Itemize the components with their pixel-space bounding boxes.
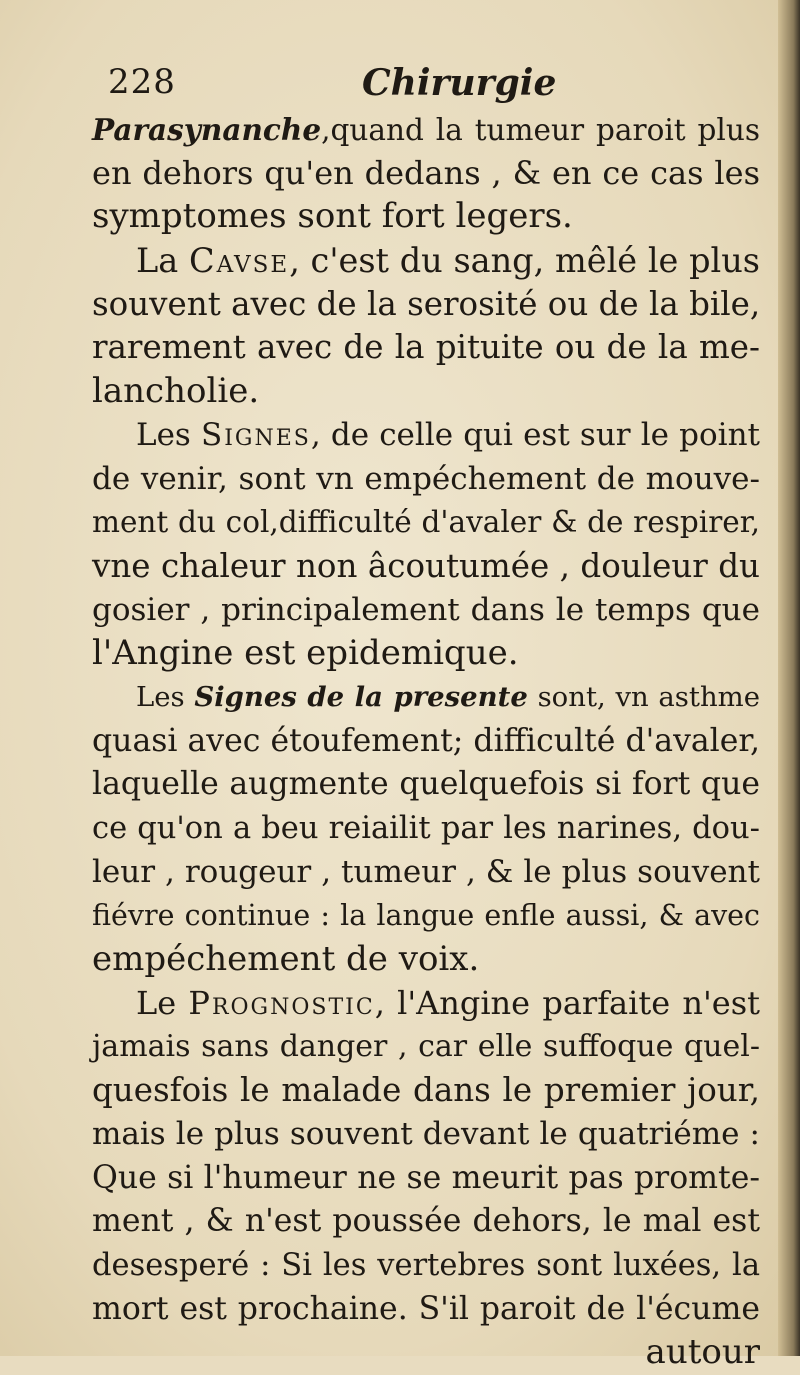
page-gutter-shadow <box>778 0 800 1356</box>
text-run: lancholie. <box>92 371 260 412</box>
text-run: La <box>136 241 189 281</box>
text-line <box>92 326 760 370</box>
text-line <box>92 1069 760 1113</box>
text-run: rarement avec de la pituite ou de la me- <box>92 328 760 367</box>
text-run: Les <box>136 416 201 453</box>
text-line <box>92 851 760 895</box>
running-head: Chirurgie <box>362 62 557 104</box>
text-run: Le <box>136 983 189 1022</box>
text-line <box>92 414 760 458</box>
text-run: quesfois le malade dans le premier jour, <box>92 1071 760 1110</box>
text-line <box>92 1025 760 1069</box>
text-line <box>92 1244 760 1288</box>
text-run: de venir, sont vn empéchement de mouve- <box>92 460 760 497</box>
page-number: 228 <box>108 62 176 102</box>
text-line <box>92 1288 760 1332</box>
text-run: vne chaleur non âcoutumée , douleur du <box>92 546 760 585</box>
text-run: leur , rougeur , tumeur , & le plus souvent <box>92 853 760 890</box>
text-line <box>92 195 760 239</box>
text-line <box>92 152 760 196</box>
text-line <box>92 938 760 982</box>
text-run: l'Angine est epidemique. <box>92 633 519 674</box>
text-run: desesperé : Si les vertebres sont luxées, la <box>92 1247 760 1283</box>
text-run: symptomes sont fort legers. <box>92 196 573 237</box>
text-line <box>92 720 760 764</box>
text-line <box>92 458 760 502</box>
text-run: Les <box>136 680 195 713</box>
text-line <box>92 1113 760 1157</box>
text-line <box>92 545 760 589</box>
text-run: mais le plus souvent devant le quatriéme : <box>92 1115 760 1152</box>
text-line <box>92 1200 760 1244</box>
text-line <box>92 283 760 327</box>
text-run: jamais sans danger , car elle suffoque quel- <box>92 1029 760 1065</box>
text-run: ment du col,difficulté d'avaler & de respirer, <box>92 505 760 540</box>
text-run: Que si l'humeur ne se meurit pas promte- <box>92 1159 760 1196</box>
text-line <box>92 239 760 283</box>
text-run: autour <box>645 1332 760 1373</box>
text-line <box>92 370 760 414</box>
body-text <box>92 108 760 1375</box>
text-run: laquelle augmente quelquefois si fort que <box>92 766 760 803</box>
text-run: fiévre continue : la langue enfle aussi, & avec <box>92 899 760 933</box>
text-line <box>92 676 760 720</box>
text-line <box>92 894 760 938</box>
text-line <box>92 1157 760 1201</box>
small-caps-heading: Prognostic <box>188 983 375 1022</box>
text-run: ce qu'on a beu reiailit par les narines, dou- <box>92 811 760 846</box>
text-run: souvent avec de la serosité ou de la bile, <box>92 284 761 323</box>
text-run: , de celle qui est sur le point <box>310 416 760 453</box>
text-run: quasi avec étoufement; difficulté d'avaler, <box>92 722 760 759</box>
text-run: ,quand la tumeur paroit plus <box>321 113 760 147</box>
text-run: , c'est du sang, mêlé le plus <box>289 241 760 281</box>
text-line <box>92 807 760 851</box>
text-line <box>92 1331 760 1375</box>
small-caps-heading: Cavse <box>188 241 290 281</box>
italic-term: Parasynanche <box>92 112 322 147</box>
text-run: en dehors qu'en dedans , & en ce cas les <box>92 153 760 192</box>
italic-term: Signes de la presente <box>194 680 528 713</box>
text-line <box>92 589 760 633</box>
text-run: empéchement de voix. <box>92 939 480 980</box>
text-line <box>92 501 760 545</box>
text-line <box>92 108 760 152</box>
text-line <box>92 982 760 1026</box>
text-run: ment , & n'est poussée dehors, le mal est <box>92 1203 760 1240</box>
small-caps-heading: Signes <box>200 416 311 453</box>
text-run: sont, vn asthme <box>527 680 761 713</box>
text-run: gosier , principalement dans le temps que <box>92 591 760 628</box>
text-line <box>92 632 760 676</box>
page-header <box>100 62 740 110</box>
text-run: mort est prochaine. S'il paroit de l'écume <box>92 1290 760 1327</box>
text-run: , l'Angine parfaite n'est <box>374 983 761 1022</box>
text-line <box>92 763 760 807</box>
